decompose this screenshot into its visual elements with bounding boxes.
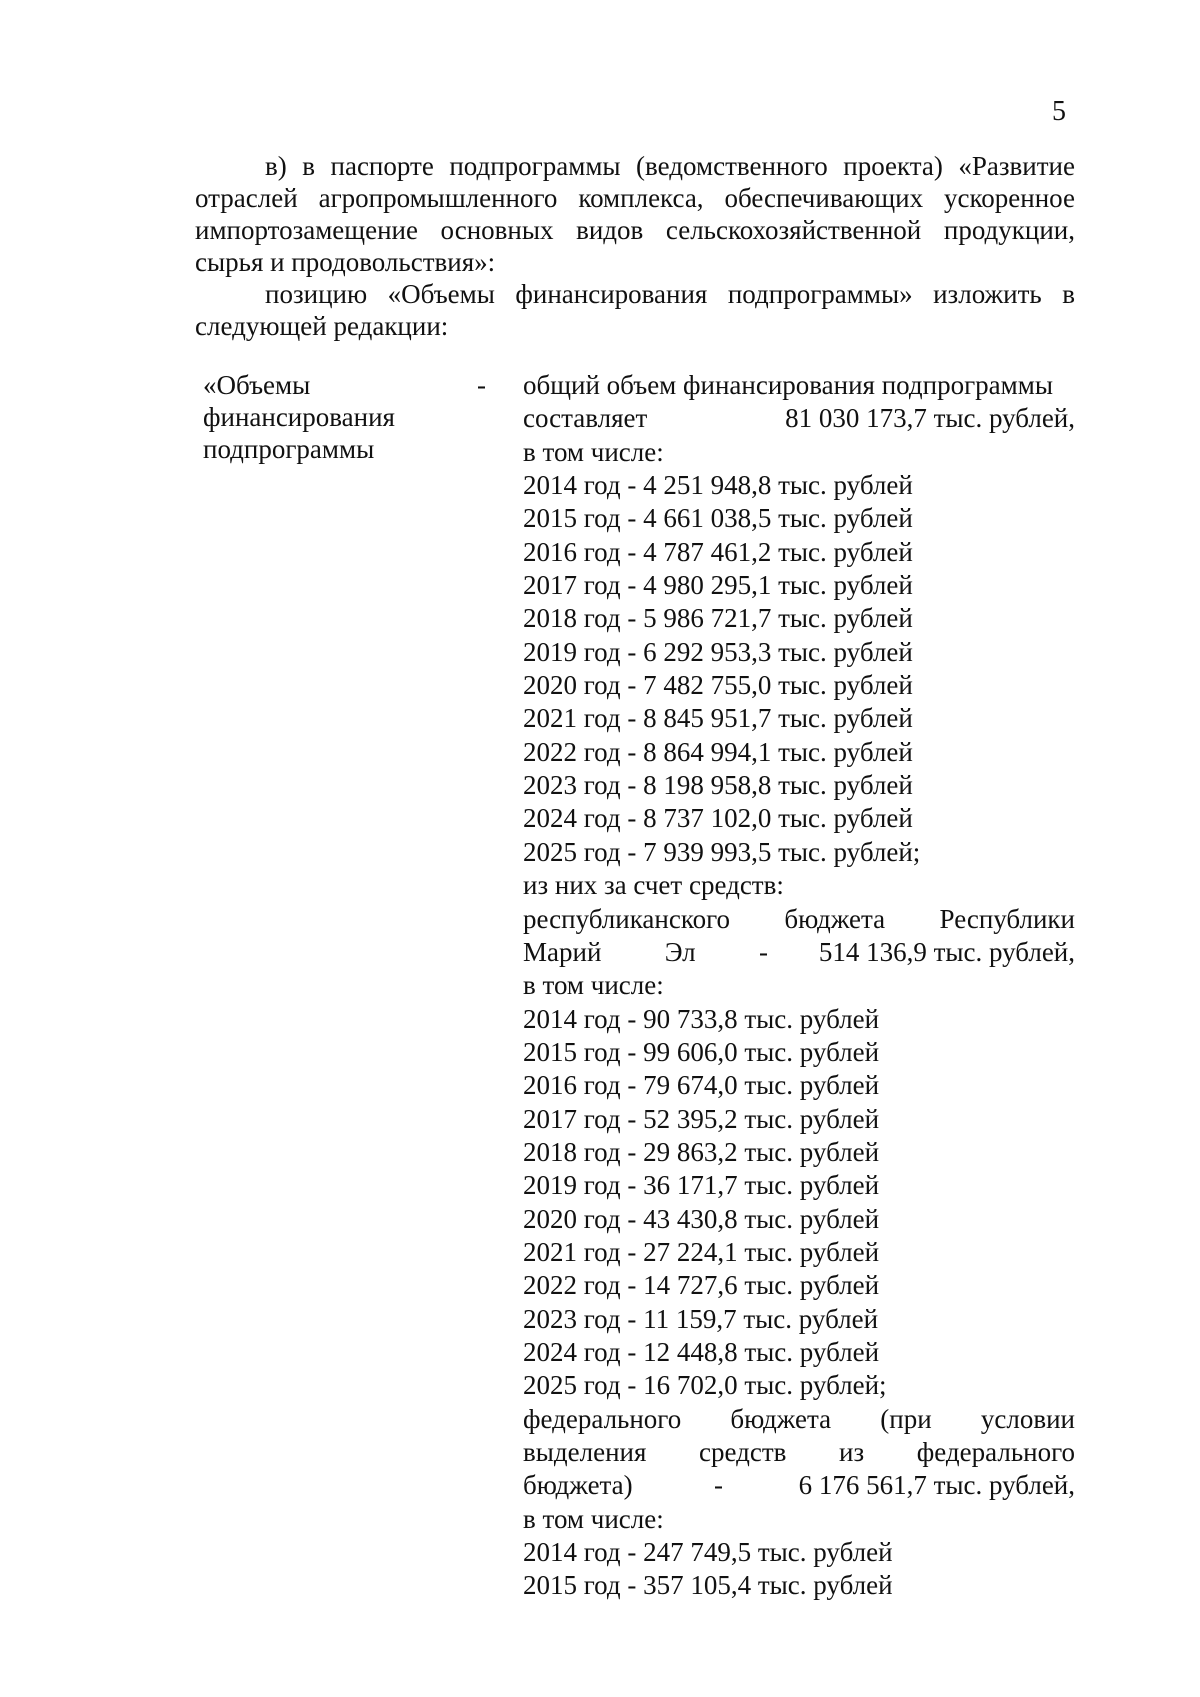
republic-year-row: 2020 год - 43 430,8 тыс. рублей xyxy=(523,1203,880,1234)
intro-paragraph-2: позицию «Объемы финансирования подпрограммы» изложить в следующей редакции: xyxy=(195,279,1075,341)
total-year-row: 2020 год - 7 482 755,0 тыс. рублей xyxy=(523,670,913,701)
federal-line-2: выделения средств из федерального xyxy=(523,1437,1075,1467)
federal-dash: - xyxy=(714,1470,723,1501)
republic-year-row: 2021 год - 27 224,1 тыс. рублей xyxy=(523,1236,880,1267)
total-verb: составляет xyxy=(523,403,648,434)
total-year-row: 2021 год - 8 845 951,7 тыс. рублей xyxy=(523,703,913,734)
republic-line-2 xyxy=(523,936,1075,969)
federal-amount: 6 176 561,7 тыс. рублей, xyxy=(798,1470,1075,1501)
republic-year-row: 2022 год - 14 727,6 тыс. рублей xyxy=(523,1270,880,1301)
total-year-row: 2025 год - 7 939 993,5 тыс. рублей; xyxy=(523,836,921,867)
republic-amount: 514 136,9 тыс. рублей, xyxy=(818,936,1075,967)
republic-including: в том числе: xyxy=(523,970,664,1001)
label-dash: - xyxy=(477,370,486,400)
federal-line-3 xyxy=(523,1469,1075,1502)
republic-name xyxy=(523,936,768,969)
total-year-row: 2014 год - 4 251 948,8 тыс. рублей xyxy=(523,470,913,501)
total-year-row: 2023 год - 8 198 958,8 тыс. рублей xyxy=(523,770,913,801)
total-line-1: общий объем финансирования подпрограммы xyxy=(523,370,1053,400)
total-including: в том числе: xyxy=(523,436,664,467)
intro-text xyxy=(195,150,1075,342)
total-amount: 81 030 173,7 тыс. рублей, xyxy=(785,403,1075,434)
total-year-row: 2019 год - 6 292 953,3 тыс. рублей xyxy=(523,636,913,667)
page-number: 5 xyxy=(1052,96,1066,127)
republic-year-row: 2015 год - 99 606,0 тыс. рублей xyxy=(523,1036,880,1067)
republic-word-2: Эл xyxy=(664,936,696,967)
republic-line-1: республиканского бюджета Республики xyxy=(523,903,1075,934)
republic-year-row: 2025 год - 16 702,0 тыс. рублей; xyxy=(523,1370,887,1401)
republic-year-row: 2017 год - 52 395,2 тыс. рублей xyxy=(523,1103,880,1134)
label-line-3: подпрограммы xyxy=(203,434,375,464)
total-year-row: 2017 год - 4 980 295,1 тыс. рублей xyxy=(523,570,913,601)
federal-line-1: федерального бюджета (при условии xyxy=(523,1403,1075,1434)
republic-year-row: 2019 год - 36 171,7 тыс. рублей xyxy=(523,1170,880,1201)
financing-content xyxy=(523,369,1075,1603)
federal-budget-label xyxy=(523,1469,723,1502)
republic-word-1: Марий xyxy=(523,936,602,967)
total-year-row: 2015 год - 4 661 038,5 тыс. рублей xyxy=(523,503,913,534)
sources-heading: из них за счет средств: xyxy=(523,870,784,901)
federal-year-row: 2015 год - 357 105,4 тыс. рублей xyxy=(523,1570,893,1601)
federal-word: бюджета) xyxy=(523,1470,633,1501)
label-line-1: «Объемы xyxy=(203,370,311,400)
position-label xyxy=(203,369,503,465)
republic-year-row: 2018 год - 29 863,2 тыс. рублей xyxy=(523,1136,880,1167)
republic-year-row: 2014 год - 90 733,8 тыс. рублей xyxy=(523,1003,880,1034)
federal-year-row: 2014 год - 247 749,5 тыс. рублей xyxy=(523,1537,893,1568)
total-year-row: 2022 год - 8 864 994,1 тыс. рублей xyxy=(523,736,913,767)
total-line-2 xyxy=(523,402,1075,435)
republic-dash: - xyxy=(759,936,768,967)
total-year-row: 2016 год - 4 787 461,2 тыс. рублей xyxy=(523,536,913,567)
total-year-row: 2018 год - 5 986 721,7 тыс. рублей xyxy=(523,603,913,634)
republic-year-row: 2016 год - 79 674,0 тыс. рублей xyxy=(523,1070,880,1101)
label-line-2: финансирования xyxy=(203,402,395,432)
total-year-row: 2024 год - 8 737 102,0 тыс. рублей xyxy=(523,803,913,834)
republic-year-row: 2023 год - 11 159,7 тыс. рублей xyxy=(523,1303,879,1334)
republic-year-row: 2024 год - 12 448,8 тыс. рублей xyxy=(523,1336,880,1367)
intro-paragraph-1: в) в паспорте подпрограммы (ведомственного проекта) «Развитие отраслей агропромышленного комплекса, обеспечивающих ускоренное импортозамещение основных видов сельскохозяйственной продукции, сырья и продовольствия»: xyxy=(195,151,1075,277)
federal-including: в том числе: xyxy=(523,1503,664,1534)
